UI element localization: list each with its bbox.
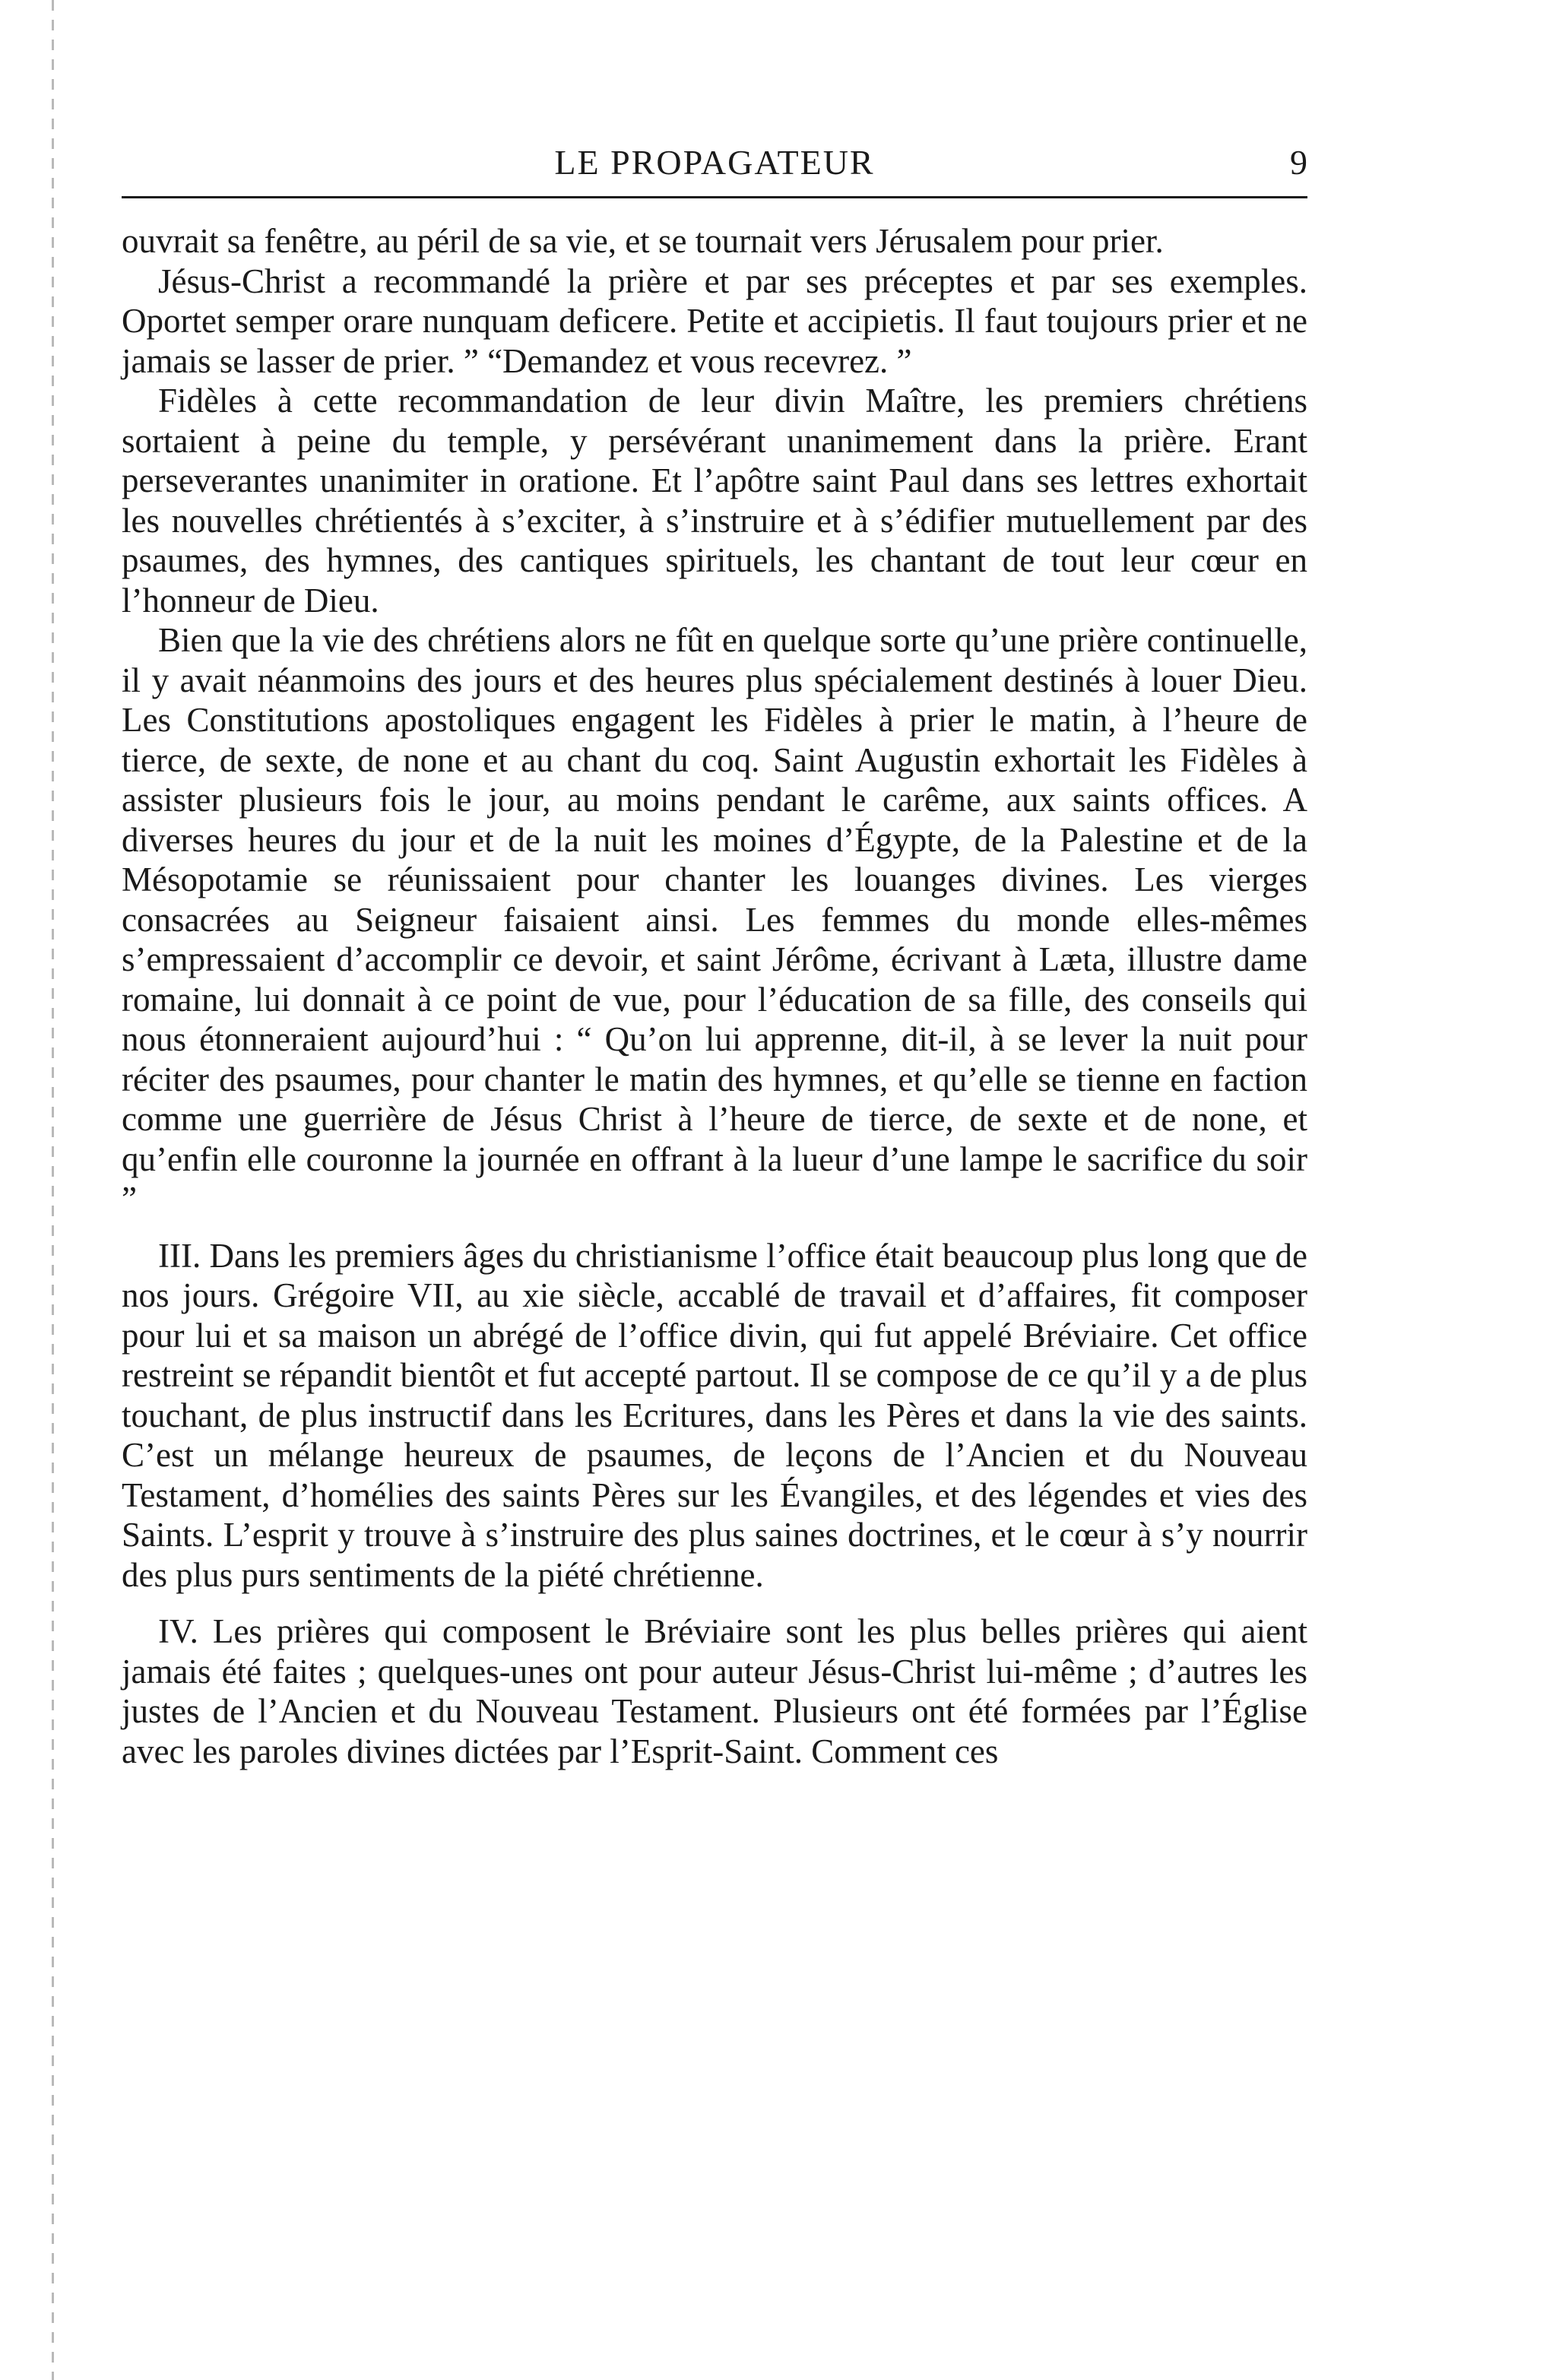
running-title: LE PROPAGATEUR xyxy=(554,143,875,182)
paragraph-section-iv: IV. Les prières qui composent le Bréviaire sont les plus belles prières qui aient jamais été faites ; quelques-unes ont pour auteur Jésus-Christ lui-même ; d’autres les justes de l’Ancien et du Nouveau Testament. Plusieurs ont été formées par l’Église avec les paroles divines dictées par l’Esprit-Saint. Comment ces xyxy=(122,1612,1307,1770)
paragraph-bien-que: Bien que la vie des chrétiens alors ne fût en quelque sorte qu’une prière continuelle, il y avait néanmoins des jours et des heures plus spécialement destinés à louer Dieu. Les Constitutions apostoliques engagent les Fidèles à prier le matin, à l’heure de tierce, de sexte, de none et au chant du coq. Saint Augustin exhortait les Fidèles à assister plusieurs fois le jour, au moins pendant le carême, aux saints offices. A diverses heures du jour et de la nuit les moines d’Égypte, de la Palestine et de la Mésopotamie se réunissaient pour chanter les louanges divines. Les vierges consacrées au Seigneur faisaient ainsi. Les femmes du monde elles-mêmes s’empressaient d’accomplir ce devoir, et saint Jérôme, écrivant à Læta, illustre dame romaine, lui donnait à ce point de vue, pour l’éducation de sa fille, des conseils qui nous étonneraient aujourd’hui : “ Qu’on lui apprenne, dit-il, à se lever la nuit pour réciter des psaumes, pour chanter le matin des hymnes, et qu’elle se tienne en faction comme une guerrière de Jésus Christ à l’heure de tierce, de sexte et de none, et qu’enfin elle couronne la journée en offrant à la lueur d’une lampe le sacrifice du soir ” xyxy=(122,621,1307,1218)
page-header xyxy=(122,129,1307,182)
page-number: 9 xyxy=(1290,143,1307,182)
paragraph-continuation: ouvrait sa fenêtre, au péril de sa vie, et se tournait vers Jérusalem pour prier. xyxy=(122,222,1164,260)
page-binding-edge xyxy=(52,0,54,2380)
paragraph-fideles: Fidèles à cette recommandation de leur divin Maître, les premiers chrétiens sortaient à peine du temple, y persévérant unanimement dans la prière. Erant perseverantes unanimiter in oratione. Et l’apôtre saint Paul dans ses lettres exhortait les nouvelles chrétientés à s’exciter, à s’instruire et à s’édifier mutuellement par des psaumes, des hymnes, des cantiques spirituels, les chantant de tout leur cœur en l’honneur de Dieu. xyxy=(122,382,1307,620)
header-rule xyxy=(122,196,1307,198)
paragraph-section-iii: III. Dans les premiers âges du christianisme l’office était beaucoup plus long que de nos jours. Grégoire VII, au xie siècle, accablé de travail et d’affaires, fit composer pour lui et sa maison un abrégé de l’office divin, qui fut appelé Bréviaire. Cet office restreint se répandit bientôt et fut accepté partout. Il se compose de ce qu’il y a de plus touchant, de plus instructif dans les Ecritures, dans les Pères et dans la vie des saints. C’est un mélange heureux de psaumes, de leçons de l’Ancien et du Nouveau Testament, d’homélies des saints Pères sur les Évangiles, et des légendes et vies des Saints. L’esprit y trouve à s’instruire des plus saines doctrines, et le cœur à s’y nourrir des plus purs sentiments de la piété chrétienne. xyxy=(122,1236,1307,1594)
body-text xyxy=(122,221,1307,1771)
paragraph-jesus-christ: Jésus-Christ a recommandé la prière et par ses préceptes et par ses exemples. Oportet semper orare nunquam deficere. Petite et accipietis. Il faut toujours prier et ne jamais se lasser de prier. ” “Demandez et vous recevrez. ” xyxy=(122,261,1307,380)
book-page xyxy=(122,129,1307,2334)
